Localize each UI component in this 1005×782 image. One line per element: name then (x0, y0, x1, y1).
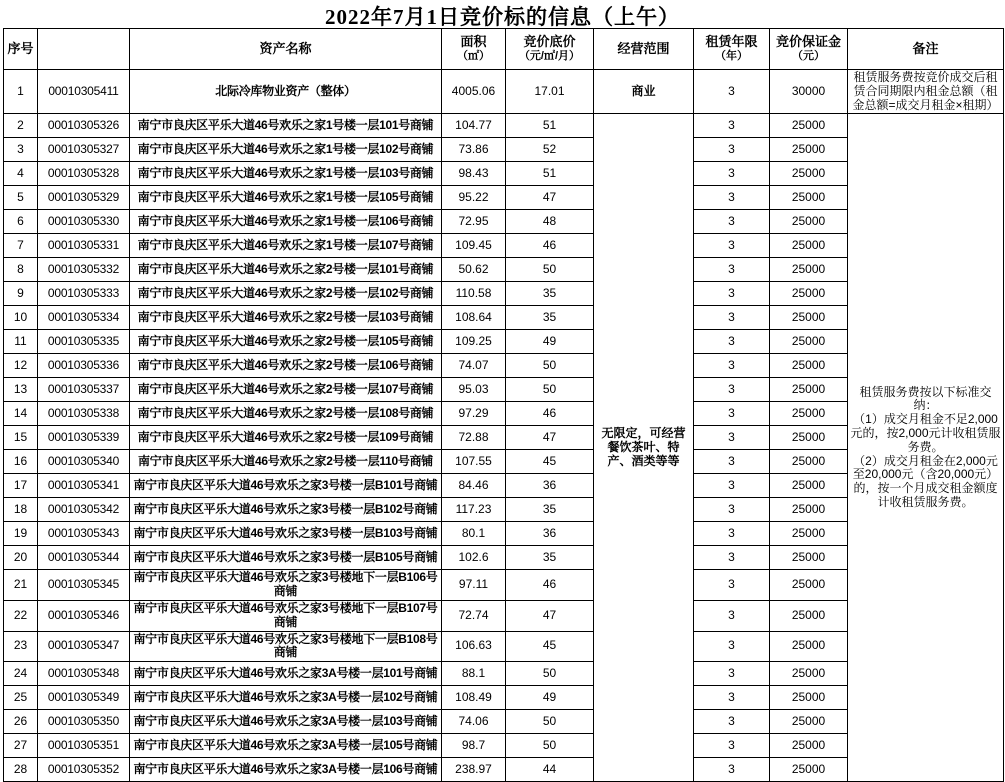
cell-asset-name: 南宁市良庆区平乐大道46号欢乐之家3A号楼一层102号商铺 (130, 686, 442, 710)
cell-asset-code: 00010305340 (38, 450, 130, 474)
cell-index: 13 (4, 378, 38, 402)
cell-deposit: 25000 (770, 162, 848, 186)
cell-base-price: 49 (506, 330, 594, 354)
cell-index: 15 (4, 426, 38, 450)
cell-index: 17 (4, 474, 38, 498)
cell-asset-name: 南宁市良庆区平乐大道46号欢乐之家2号楼一层109号商铺 (130, 426, 442, 450)
page-title: 2022年7月1日竞价标的信息（上午） (325, 5, 680, 29)
cell-deposit: 25000 (770, 186, 848, 210)
cell-deposit: 25000 (770, 662, 848, 686)
cell-deposit: 25000 (770, 498, 848, 522)
cell-lease-years: 3 (694, 114, 770, 138)
cell-asset-code: 00010305328 (38, 162, 130, 186)
cell-deposit: 25000 (770, 258, 848, 282)
cell-base-price: 47 (506, 600, 594, 631)
header-area-unit: （㎡） (457, 50, 490, 63)
cell-deposit: 30000 (770, 70, 848, 114)
header-area-label: 面积 (460, 34, 487, 50)
cell-deposit: 25000 (770, 631, 848, 662)
cell-base-price: 46 (506, 570, 594, 601)
cell-lease-years: 3 (694, 498, 770, 522)
cell-base-price: 47 (506, 186, 594, 210)
header-base-price-label: 竞价底价 (523, 34, 576, 50)
header-asset-code (38, 29, 130, 70)
cell-lease-years: 3 (694, 70, 770, 114)
cell-asset-code: 00010305326 (38, 114, 130, 138)
cell-deposit: 25000 (770, 546, 848, 570)
cell-index: 21 (4, 570, 38, 601)
cell-area: 74.06 (442, 710, 506, 734)
cell-deposit: 25000 (770, 354, 848, 378)
cell-lease-years: 3 (694, 522, 770, 546)
cell-lease-years: 3 (694, 426, 770, 450)
cell-deposit: 25000 (770, 378, 848, 402)
cell-asset-code: 00010305337 (38, 378, 130, 402)
cell-asset-name: 南宁市良庆区平乐大道46号欢乐之家3A号楼一层101号商铺 (130, 662, 442, 686)
cell-lease-years: 3 (694, 631, 770, 662)
cell-area: 4005.06 (442, 70, 506, 114)
cell-asset-name: 南宁市良庆区平乐大道46号欢乐之家3A号楼一层103号商铺 (130, 710, 442, 734)
cell-lease-years: 3 (694, 330, 770, 354)
cell-index: 11 (4, 330, 38, 354)
cell-index: 3 (4, 138, 38, 162)
cell-lease-years: 3 (694, 734, 770, 758)
cell-base-price: 48 (506, 210, 594, 234)
bidding-info-table (3, 28, 1004, 782)
cell-base-price: 46 (506, 402, 594, 426)
cell-deposit: 25000 (770, 522, 848, 546)
cell-lease-years: 3 (694, 662, 770, 686)
header-asset-name: 资产名称 (130, 29, 442, 70)
cell-lease-years: 3 (694, 138, 770, 162)
header-lease-years (694, 29, 770, 70)
cell-base-price: 50 (506, 662, 594, 686)
cell-base-price: 46 (506, 234, 594, 258)
cell-lease-years: 3 (694, 546, 770, 570)
cell-area: 95.03 (442, 378, 506, 402)
cell-area: 72.95 (442, 210, 506, 234)
cell-asset-code: 00010305348 (38, 662, 130, 686)
cell-asset-code: 00010305331 (38, 234, 130, 258)
header-remark: 备注 (848, 29, 1004, 70)
cell-asset-code: 00010305351 (38, 734, 130, 758)
header-base-price-unit: （元/㎡/月） (518, 50, 581, 63)
header-deposit-unit: （元） (792, 50, 825, 63)
cell-asset-name: 南宁市良庆区平乐大道46号欢乐之家3号楼地下一层B107号商铺 (130, 600, 442, 631)
cell-area: 108.64 (442, 306, 506, 330)
cell-area: 238.97 (442, 758, 506, 782)
cell-base-price: 45 (506, 631, 594, 662)
cell-asset-code: 00010305334 (38, 306, 130, 330)
cell-deposit: 25000 (770, 402, 848, 426)
cell-lease-years: 3 (694, 258, 770, 282)
cell-asset-name: 南宁市良庆区平乐大道46号欢乐之家2号楼一层107号商铺 (130, 378, 442, 402)
cell-asset-code: 00010305338 (38, 402, 130, 426)
cell-asset-code: 00010305411 (38, 70, 130, 114)
cell-area: 107.55 (442, 450, 506, 474)
cell-lease-years: 3 (694, 686, 770, 710)
cell-asset-code: 00010305352 (38, 758, 130, 782)
cell-base-price: 50 (506, 734, 594, 758)
cell-asset-name: 南宁市良庆区平乐大道46号欢乐之家2号楼一层101号商铺 (130, 258, 442, 282)
cell-asset-code: 00010305335 (38, 330, 130, 354)
cell-base-price: 50 (506, 378, 594, 402)
header-area (442, 29, 506, 70)
cell-area: 97.29 (442, 402, 506, 426)
cell-deposit: 25000 (770, 758, 848, 782)
cell-asset-name: 南宁市良庆区平乐大道46号欢乐之家3号楼地下一层B106号商铺 (130, 570, 442, 601)
cell-asset-name: 南宁市良庆区平乐大道46号欢乐之家2号楼一层103号商铺 (130, 306, 442, 330)
cell-lease-years: 3 (694, 210, 770, 234)
cell-lease-years: 3 (694, 758, 770, 782)
cell-index: 27 (4, 734, 38, 758)
cell-index: 26 (4, 710, 38, 734)
cell-scope-merged: 无限定，可经营餐饮茶叶、特产、酒类等等 (594, 114, 694, 782)
cell-asset-code: 00010305342 (38, 498, 130, 522)
cell-asset-code: 00010305350 (38, 710, 130, 734)
cell-lease-years: 3 (694, 378, 770, 402)
cell-asset-name: 南宁市良庆区平乐大道46号欢乐之家3A号楼一层106号商铺 (130, 758, 442, 782)
cell-index: 28 (4, 758, 38, 782)
cell-remark-merged: 租赁服务费按以下标准交纳： （1）成交月租金不足2,000元的，按2,000元计收租赁服务费。 （2）成交月租金在2,000元至20,000元（含20,000元）的，按一个月成交租金额度计收租赁服务费。 (848, 114, 1004, 782)
cell-area: 50.62 (442, 258, 506, 282)
cell-index: 12 (4, 354, 38, 378)
cell-deposit: 25000 (770, 210, 848, 234)
cell-deposit: 25000 (770, 710, 848, 734)
cell-lease-years: 3 (694, 234, 770, 258)
cell-area: 73.86 (442, 138, 506, 162)
cell-area: 102.6 (442, 546, 506, 570)
cell-asset-code: 00010305344 (38, 546, 130, 570)
cell-area: 84.46 (442, 474, 506, 498)
header-lease-years-unit: （年） (715, 50, 748, 63)
cell-lease-years: 3 (694, 402, 770, 426)
cell-area: 95.22 (442, 186, 506, 210)
header-scope: 经营范围 (594, 29, 694, 70)
cell-base-price: 50 (506, 354, 594, 378)
cell-lease-years: 3 (694, 570, 770, 601)
cell-lease-years: 3 (694, 710, 770, 734)
cell-lease-years: 3 (694, 354, 770, 378)
cell-deposit: 25000 (770, 474, 848, 498)
table-row (4, 70, 1004, 114)
cell-asset-code: 00010305330 (38, 210, 130, 234)
cell-deposit: 25000 (770, 686, 848, 710)
cell-lease-years: 3 (694, 186, 770, 210)
cell-deposit: 25000 (770, 138, 848, 162)
cell-index: 16 (4, 450, 38, 474)
cell-asset-name: 南宁市良庆区平乐大道46号欢乐之家1号楼一层102号商铺 (130, 138, 442, 162)
cell-index: 2 (4, 114, 38, 138)
cell-asset-code: 00010305327 (38, 138, 130, 162)
cell-area: 110.58 (442, 282, 506, 306)
cell-lease-years: 3 (694, 162, 770, 186)
cell-asset-code: 00010305336 (38, 354, 130, 378)
cell-lease-years: 3 (694, 450, 770, 474)
cell-index: 9 (4, 282, 38, 306)
cell-area: 106.63 (442, 631, 506, 662)
cell-index: 7 (4, 234, 38, 258)
cell-asset-name: 南宁市良庆区平乐大道46号欢乐之家3号楼地下一层B108号商铺 (130, 631, 442, 662)
cell-asset-name: 南宁市良庆区平乐大道46号欢乐之家2号楼一层108号商铺 (130, 402, 442, 426)
cell-deposit: 25000 (770, 734, 848, 758)
cell-index: 19 (4, 522, 38, 546)
cell-asset-name: 南宁市良庆区平乐大道46号欢乐之家1号楼一层105号商铺 (130, 186, 442, 210)
cell-base-price: 52 (506, 138, 594, 162)
cell-asset-name: 南宁市良庆区平乐大道46号欢乐之家2号楼一层102号商铺 (130, 282, 442, 306)
cell-area: 80.1 (442, 522, 506, 546)
cell-asset-code: 00010305346 (38, 600, 130, 631)
cell-asset-name: 南宁市良庆区平乐大道46号欢乐之家1号楼一层107号商铺 (130, 234, 442, 258)
cell-area: 88.1 (442, 662, 506, 686)
cell-area: 117.23 (442, 498, 506, 522)
cell-area: 108.49 (442, 686, 506, 710)
cell-index: 22 (4, 600, 38, 631)
cell-asset-name: 南宁市良庆区平乐大道46号欢乐之家2号楼一层110号商铺 (130, 450, 442, 474)
table-row (4, 114, 1004, 138)
cell-asset-name: 南宁市良庆区平乐大道46号欢乐之家1号楼一层101号商铺 (130, 114, 442, 138)
cell-index: 25 (4, 686, 38, 710)
header-deposit-label: 竞价保证金 (775, 34, 841, 50)
cell-deposit: 25000 (770, 450, 848, 474)
cell-asset-code: 00010305343 (38, 522, 130, 546)
cell-base-price: 35 (506, 282, 594, 306)
cell-base-price: 51 (506, 162, 594, 186)
cell-area: 74.07 (442, 354, 506, 378)
cell-asset-code: 00010305347 (38, 631, 130, 662)
cell-base-price: 35 (506, 546, 594, 570)
cell-remark-first: 租赁服务费按竞价成交后租赁合同期限内租金总额（租金总额=成交月租金×租期） (848, 70, 1004, 114)
cell-deposit: 25000 (770, 306, 848, 330)
cell-asset-name: 南宁市良庆区平乐大道46号欢乐之家1号楼一层103号商铺 (130, 162, 442, 186)
cell-asset-code: 00010305333 (38, 282, 130, 306)
cell-deposit: 25000 (770, 234, 848, 258)
cell-index: 24 (4, 662, 38, 686)
cell-base-price: 45 (506, 450, 594, 474)
cell-area: 97.11 (442, 570, 506, 601)
cell-deposit: 25000 (770, 600, 848, 631)
cell-base-price: 36 (506, 522, 594, 546)
cell-asset-code: 00010305339 (38, 426, 130, 450)
cell-asset-name: 南宁市良庆区平乐大道46号欢乐之家3号楼一层B101号商铺 (130, 474, 442, 498)
cell-area: 72.88 (442, 426, 506, 450)
cell-base-price: 35 (506, 306, 594, 330)
table-body (4, 70, 1004, 782)
cell-deposit: 25000 (770, 330, 848, 354)
cell-asset-code: 00010305345 (38, 570, 130, 601)
cell-deposit: 25000 (770, 426, 848, 450)
cell-index: 18 (4, 498, 38, 522)
cell-lease-years: 3 (694, 282, 770, 306)
cell-base-price: 17.01 (506, 70, 594, 114)
header-lease-years-label: 租赁年限 (705, 34, 758, 50)
cell-base-price: 35 (506, 498, 594, 522)
cell-area: 98.43 (442, 162, 506, 186)
cell-asset-name: 南宁市良庆区平乐大道46号欢乐之家3号楼一层B105号商铺 (130, 546, 442, 570)
cell-index: 8 (4, 258, 38, 282)
cell-index: 4 (4, 162, 38, 186)
cell-area: 109.45 (442, 234, 506, 258)
header-base-price (506, 29, 594, 70)
cell-base-price: 50 (506, 710, 594, 734)
cell-area: 98.7 (442, 734, 506, 758)
cell-base-price: 36 (506, 474, 594, 498)
cell-asset-code: 00010305341 (38, 474, 130, 498)
cell-index: 1 (4, 70, 38, 114)
cell-index: 10 (4, 306, 38, 330)
cell-deposit: 25000 (770, 282, 848, 306)
cell-asset-name: 北际冷库物业资产（整体） (130, 70, 442, 114)
cell-asset-code: 00010305329 (38, 186, 130, 210)
cell-lease-years: 3 (694, 306, 770, 330)
cell-index: 14 (4, 402, 38, 426)
cell-asset-name: 南宁市良庆区平乐大道46号欢乐之家2号楼一层106号商铺 (130, 354, 442, 378)
cell-deposit: 25000 (770, 570, 848, 601)
cell-asset-name: 南宁市良庆区平乐大道46号欢乐之家3A号楼一层105号商铺 (130, 734, 442, 758)
cell-asset-name: 南宁市良庆区平乐大道46号欢乐之家3号楼一层B102号商铺 (130, 498, 442, 522)
cell-area: 104.77 (442, 114, 506, 138)
cell-index: 5 (4, 186, 38, 210)
cell-asset-code: 00010305349 (38, 686, 130, 710)
cell-index: 23 (4, 631, 38, 662)
cell-base-price: 44 (506, 758, 594, 782)
cell-base-price: 50 (506, 258, 594, 282)
cell-scope: 商业 (594, 70, 694, 114)
cell-base-price: 49 (506, 686, 594, 710)
cell-index: 6 (4, 210, 38, 234)
header-index: 序号 (4, 29, 38, 70)
cell-deposit: 25000 (770, 114, 848, 138)
cell-base-price: 51 (506, 114, 594, 138)
cell-base-price: 47 (506, 426, 594, 450)
cell-asset-name: 南宁市良庆区平乐大道46号欢乐之家3号楼一层B103号商铺 (130, 522, 442, 546)
cell-index: 20 (4, 546, 38, 570)
table-header-row (4, 29, 1004, 70)
cell-asset-code: 00010305332 (38, 258, 130, 282)
cell-lease-years: 3 (694, 474, 770, 498)
cell-lease-years: 3 (694, 600, 770, 631)
cell-area: 109.25 (442, 330, 506, 354)
header-deposit (770, 29, 848, 70)
cell-asset-name: 南宁市良庆区平乐大道46号欢乐之家2号楼一层105号商铺 (130, 330, 442, 354)
cell-asset-name: 南宁市良庆区平乐大道46号欢乐之家1号楼一层106号商铺 (130, 210, 442, 234)
cell-area: 72.74 (442, 600, 506, 631)
